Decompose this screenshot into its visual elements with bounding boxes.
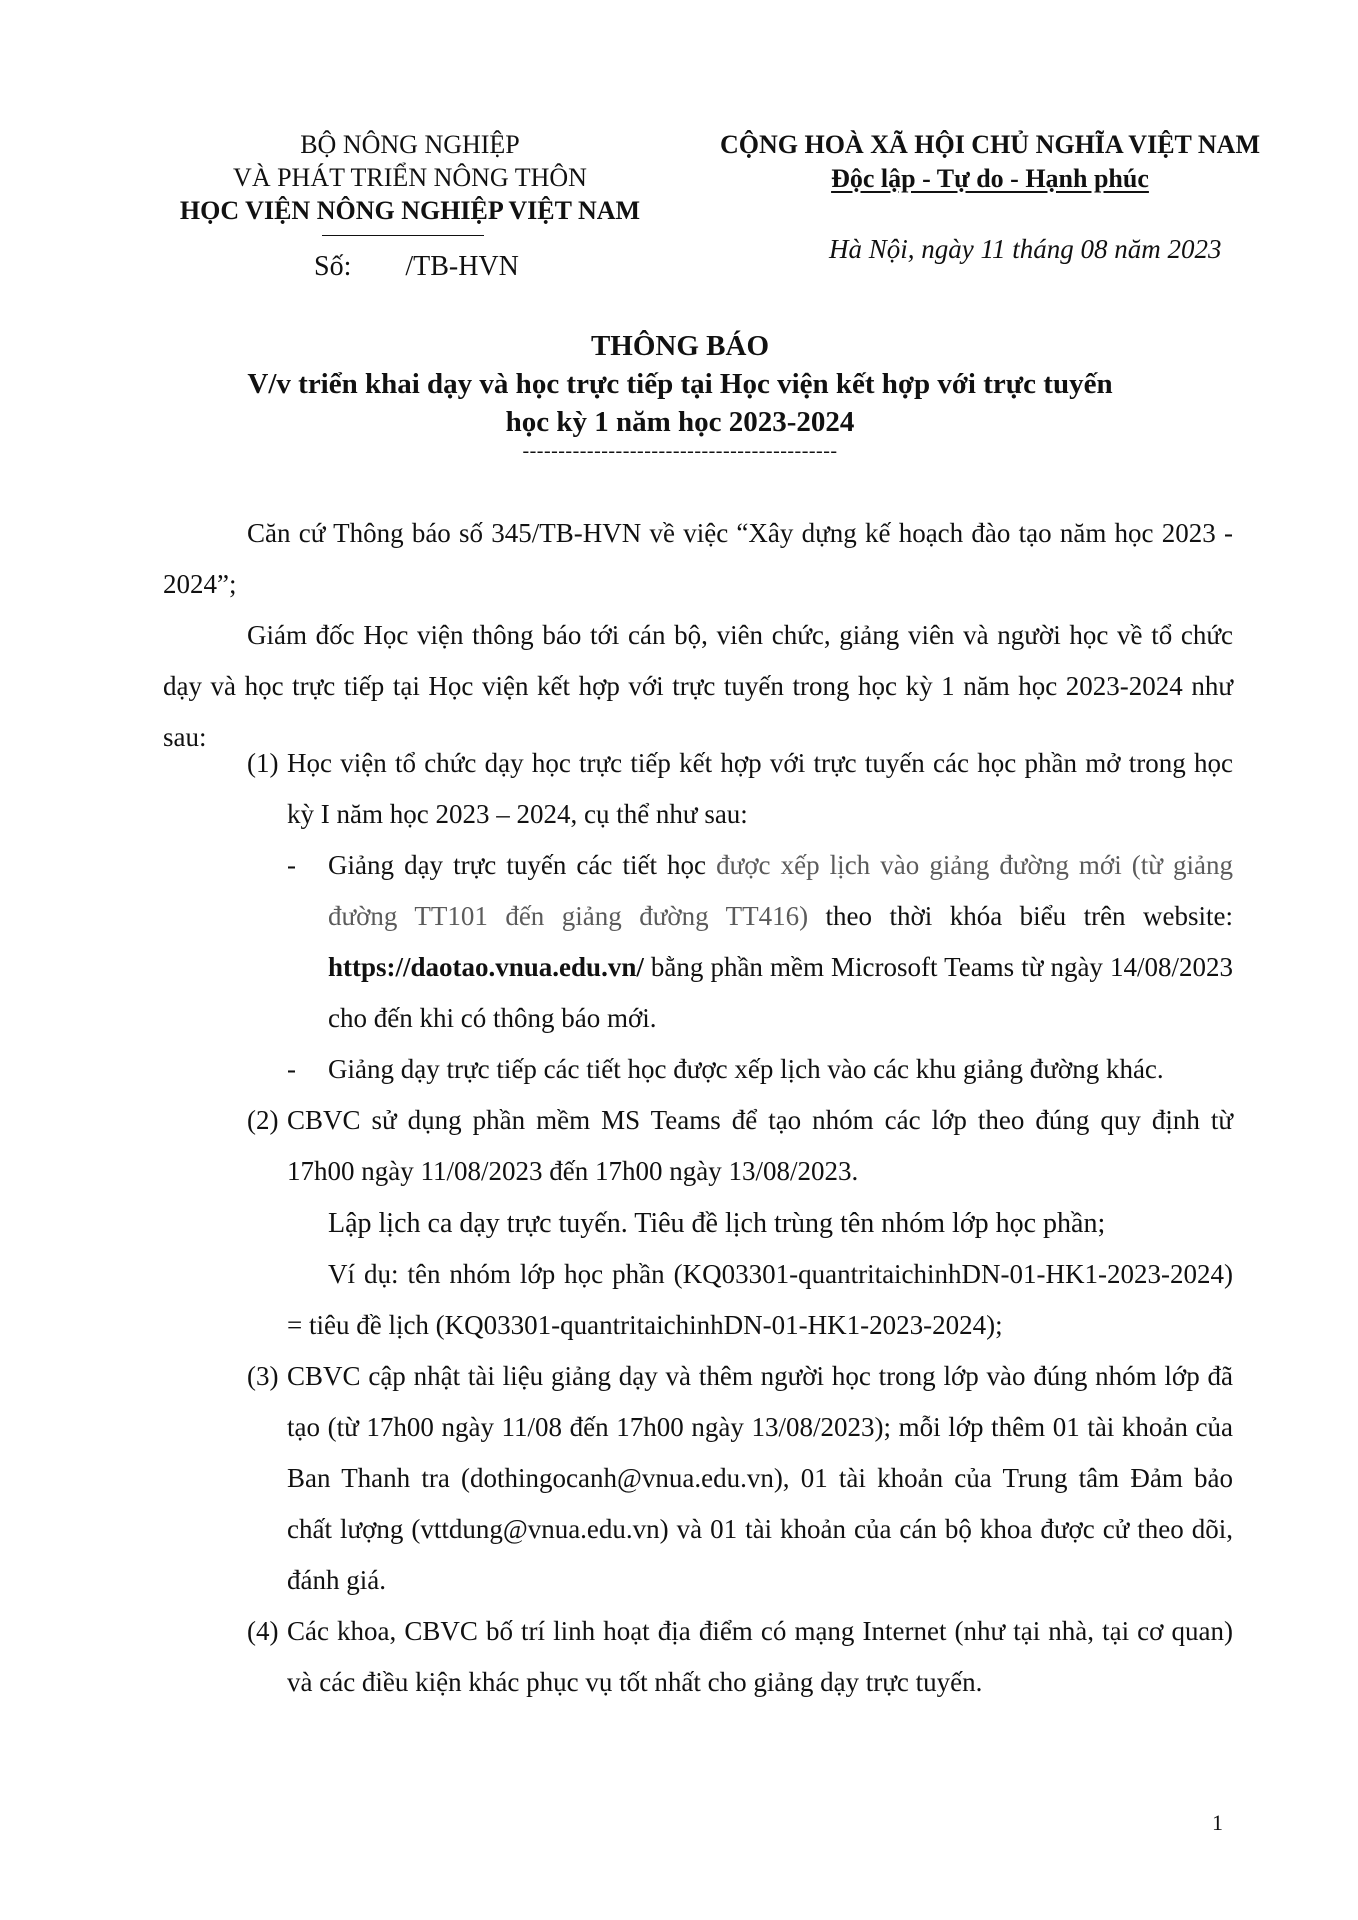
title-block bbox=[160, 327, 1200, 441]
bullet-1-text-a: Giảng dạy trực tuyến các tiết học bbox=[328, 850, 717, 880]
basis-text: Căn cứ Thông báo số 345/TB-HVN về việc “Xây dựng kế hoạch đào tạo năm học 2023 - 2024”; bbox=[163, 518, 1233, 599]
example-paragraph bbox=[287, 1249, 1233, 1351]
basis-paragraph bbox=[163, 508, 1233, 610]
item-1 bbox=[247, 738, 1233, 840]
bullet-1-text-highlight: được xếp lịch vào giảng đường mới (từ giảng đường TT101 đến giảng đường TT416) bbox=[328, 850, 1233, 931]
motto bbox=[700, 162, 1280, 195]
country-name: CỘNG HOÀ XÃ HỘI CHỦ NGHĨA VIỆT NAM bbox=[719, 130, 1261, 159]
bullet-2-text: Giảng dạy trực tiếp các tiết học được xếp lịch vào các khu giảng đường khác. bbox=[328, 1054, 1164, 1084]
org-name: HỌC VIỆN NÔNG NGHIỆP VIỆT NAM bbox=[179, 196, 641, 225]
header-left bbox=[175, 128, 645, 227]
page-number: 1 bbox=[1212, 1810, 1223, 1835]
example-text: Ví dụ: tên nhóm lớp học phần (KQ03301-quantritaichinhDN-01-HK1-2023-2024) = tiêu đề lịch (KQ03301-quantritaichinhDN-01-HK1-2023-2024); bbox=[287, 1259, 1233, 1340]
item-4 bbox=[247, 1606, 1233, 1708]
ministry-line2: VÀ PHÁT TRIỂN NÔNG THÔN bbox=[233, 163, 587, 192]
item-3-text: CBVC cập nhật tài liệu giảng dạy và thêm người học trong lớp vào đúng nhóm lớp đã tạo (từ 17h00 ngày 11/08 đến 17h00 ngày 13/08/2023); mỗi lớp thêm 01 tài khoản của Ban Thanh tra (dothingocanh@vnua.edu.vn), 01 tài khoản của Trung tâm Đảm bảo chất lượng (vttdung@vnua.edu.vn) và 01 tài khoản của cán bộ khoa được cử theo dõi, đánh giá. bbox=[287, 1361, 1233, 1595]
bullet-dash: - bbox=[287, 850, 296, 880]
item-3 bbox=[247, 1351, 1233, 1606]
bullet-1-text-d: bằng phần mềm Microsoft Teams từ ngày 14/08/2023 cho đến khi có thông báo mới. bbox=[328, 952, 1233, 1033]
issue-date: Hà Nội, ngày 11 tháng 08 năm 2023 bbox=[829, 234, 1222, 264]
bullet-1-text-c: theo thời khóa biểu trên website: bbox=[808, 901, 1233, 931]
item-1-number: (1) bbox=[247, 748, 279, 778]
item-4-number: (4) bbox=[247, 1616, 279, 1646]
title-separator: -------------------------------------------- bbox=[522, 440, 838, 462]
item-2 bbox=[247, 1095, 1233, 1197]
training-website-link[interactable]: https://daotao.vnua.edu.vn/ bbox=[328, 952, 644, 982]
intro-text: Giám đốc Học viện thông báo tới cán bộ, viên chức, giảng viên và người học về tổ chức dạy và học trực tiếp tại Học viện kết hợp với trực tuyến trong học kỳ 1 năm học 2023-2024 như sau: bbox=[163, 620, 1233, 752]
subject-line2: học kỳ 1 năm học 2023-2024 bbox=[505, 406, 855, 438]
item-2-text: CBVC sử dụng phần mềm MS Teams để tạo nhóm các lớp theo đúng quy định từ 17h00 ngày 11/08/2023 đến 17h00 ngày 13/08/2023. bbox=[287, 1105, 1233, 1186]
item-4-text: Các khoa, CBVC bố trí linh hoạt địa điểm có mạng Internet (như tại nhà, tại cơ quan) và các điều kiện khác phục vụ tốt nhất cho giảng dạy trực tuyến. bbox=[287, 1616, 1233, 1697]
header-left-divider bbox=[322, 235, 484, 236]
motto-text: Độc lập - Tự do - Hạnh phúc bbox=[831, 164, 1149, 193]
ministry-line1: BỘ NÔNG NGHIỆP bbox=[300, 130, 520, 159]
schedule-note: Lập lịch ca dạy trực tuyến. Tiêu đề lịch trùng tên nhóm lớp học phần; bbox=[328, 1208, 1106, 1239]
document-number bbox=[314, 250, 519, 283]
number-label: Số: bbox=[314, 251, 352, 282]
number-code: /TB-HVN bbox=[405, 251, 519, 282]
item-3-number: (3) bbox=[247, 1361, 279, 1391]
bullet-dash: - bbox=[287, 1054, 296, 1084]
subject-line1: V/v triển khai dạy và học trực tiếp tại Học viện kết hợp với trực tuyến bbox=[247, 368, 1113, 400]
title-heading: THÔNG BÁO bbox=[590, 330, 770, 362]
item-1-text: Học viện tổ chức dạy học trực tiếp kết hợp với trực tuyến các học phần mở trong học kỳ I năm học 2023 – 2024, cụ thể như sau: bbox=[287, 748, 1233, 829]
item-1-bullet-1 bbox=[287, 840, 1233, 1044]
item-2-number: (2) bbox=[247, 1105, 279, 1135]
item-1-bullet-2 bbox=[287, 1044, 1233, 1095]
